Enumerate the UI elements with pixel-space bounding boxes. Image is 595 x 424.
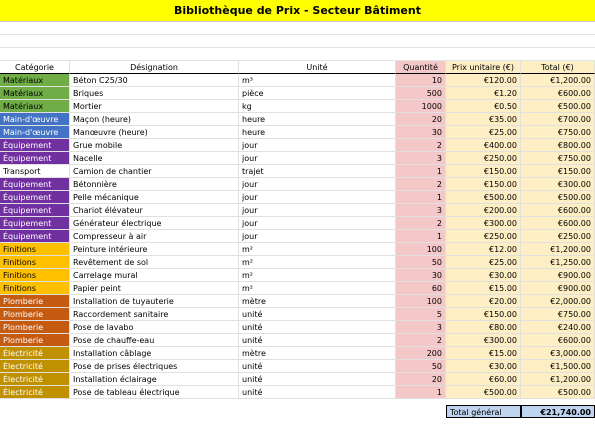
quantity-cell[interactable]: 10 bbox=[396, 74, 446, 87]
total-cell[interactable]: €500.00 bbox=[521, 100, 595, 113]
quantity-cell[interactable]: 30 bbox=[396, 126, 446, 139]
unit-cell[interactable]: mètre bbox=[239, 347, 396, 360]
unit-cell[interactable]: unité bbox=[239, 360, 396, 373]
unit-price-cell[interactable]: €120.00 bbox=[446, 74, 521, 87]
unit-price-cell[interactable]: €400.00 bbox=[446, 139, 521, 152]
table-row bbox=[0, 87, 595, 100]
total-cell[interactable]: €240.00 bbox=[521, 321, 595, 334]
header-designation[interactable]: Désignation bbox=[70, 61, 239, 74]
designation-cell[interactable]: Raccordement sanitaire bbox=[70, 308, 239, 321]
unit-cell[interactable]: jour bbox=[239, 230, 396, 243]
total-cell[interactable]: €600.00 bbox=[521, 217, 595, 230]
table-row bbox=[0, 321, 595, 334]
designation-cell[interactable]: Compresseur à air bbox=[70, 230, 239, 243]
total-cell[interactable]: €500.00 bbox=[521, 191, 595, 204]
quantity-cell[interactable]: 2 bbox=[396, 178, 446, 191]
unit-cell[interactable]: m³ bbox=[239, 74, 396, 87]
designation-cell[interactable]: Mortier bbox=[70, 100, 239, 113]
quantity-cell[interactable]: 30 bbox=[396, 269, 446, 282]
category-cell[interactable]: Plomberie bbox=[0, 295, 70, 308]
quantity-cell[interactable]: 2 bbox=[396, 217, 446, 230]
table-row bbox=[0, 386, 595, 399]
total-cell[interactable]: €1,200.00 bbox=[521, 74, 595, 87]
quantity-cell[interactable]: 1 bbox=[396, 230, 446, 243]
quantity-cell[interactable]: 2 bbox=[396, 334, 446, 347]
category-cell[interactable]: Main-d'œuvre bbox=[0, 126, 70, 139]
table-row bbox=[0, 282, 595, 295]
unit-price-cell[interactable]: €30.00 bbox=[446, 360, 521, 373]
unit-cell[interactable]: m² bbox=[239, 256, 396, 269]
total-general-label[interactable]: Total général bbox=[446, 405, 521, 418]
header-unite[interactable]: Unité bbox=[239, 61, 396, 74]
unit-price-cell[interactable]: €250.00 bbox=[446, 152, 521, 165]
total-cell[interactable]: €250.00 bbox=[521, 230, 595, 243]
table-row bbox=[0, 178, 595, 191]
category-cell[interactable]: Finitions bbox=[0, 243, 70, 256]
table-row bbox=[0, 165, 595, 178]
category-cell[interactable]: Équipement bbox=[0, 217, 70, 230]
header-quantite[interactable]: Quantité bbox=[396, 61, 446, 74]
quantity-cell[interactable]: 3 bbox=[396, 152, 446, 165]
unit-price-cell[interactable]: €15.00 bbox=[446, 347, 521, 360]
unit-price-cell[interactable]: €150.00 bbox=[446, 178, 521, 191]
header-categorie[interactable]: Catégorie bbox=[0, 61, 70, 74]
unit-cell[interactable]: jour bbox=[239, 152, 396, 165]
category-cell[interactable]: Électricité bbox=[0, 386, 70, 399]
unit-cell[interactable]: heure bbox=[239, 126, 396, 139]
designation-cell[interactable]: Pose de tableau électrique bbox=[70, 386, 239, 399]
designation-cell[interactable]: Revêtement de sol bbox=[70, 256, 239, 269]
sheet-title: Bibliothèque de Prix - Secteur Bâtiment bbox=[0, 0, 595, 22]
table-row bbox=[0, 334, 595, 347]
designation-cell[interactable]: Pelle mécanique bbox=[70, 191, 239, 204]
unit-price-cell[interactable]: €150.00 bbox=[446, 165, 521, 178]
unit-price-cell[interactable]: €15.00 bbox=[446, 282, 521, 295]
designation-cell[interactable]: Installation câblage bbox=[70, 347, 239, 360]
unit-cell[interactable]: jour bbox=[239, 217, 396, 230]
table-row bbox=[0, 217, 595, 230]
total-cell[interactable]: €800.00 bbox=[521, 139, 595, 152]
category-cell[interactable]: Transport bbox=[0, 165, 70, 178]
table-row bbox=[0, 100, 595, 113]
unit-cell[interactable]: unité bbox=[239, 321, 396, 334]
quantity-cell[interactable]: 60 bbox=[396, 282, 446, 295]
unit-cell[interactable]: unité bbox=[239, 308, 396, 321]
category-cell[interactable]: Électricité bbox=[0, 360, 70, 373]
total-cell[interactable]: €300.00 bbox=[521, 178, 595, 191]
quantity-cell[interactable]: 100 bbox=[396, 295, 446, 308]
category-cell[interactable]: Matériaux bbox=[0, 87, 70, 100]
total-cell[interactable]: €2,000.00 bbox=[521, 295, 595, 308]
unit-cell[interactable]: jour bbox=[239, 139, 396, 152]
quantity-cell[interactable]: 20 bbox=[396, 113, 446, 126]
category-cell[interactable]: Plomberie bbox=[0, 308, 70, 321]
designation-cell[interactable]: Installation éclairage bbox=[70, 373, 239, 386]
designation-cell[interactable]: Carrelage mural bbox=[70, 269, 239, 282]
total-cell[interactable]: €750.00 bbox=[521, 152, 595, 165]
designation-cell[interactable]: Maçon (heure) bbox=[70, 113, 239, 126]
total-general-value[interactable]: €21,740.00 bbox=[521, 405, 595, 418]
designation-cell[interactable]: Pose de chauffe-eau bbox=[70, 334, 239, 347]
unit-cell[interactable]: unité bbox=[239, 386, 396, 399]
category-cell[interactable]: Équipement bbox=[0, 178, 70, 191]
category-cell[interactable]: Électricité bbox=[0, 347, 70, 360]
unit-price-cell[interactable]: €20.00 bbox=[446, 295, 521, 308]
empty-row[interactable] bbox=[0, 35, 595, 48]
total-cell[interactable]: €750.00 bbox=[521, 308, 595, 321]
category-cell[interactable]: Main-d'œuvre bbox=[0, 113, 70, 126]
total-cell[interactable]: €1,200.00 bbox=[521, 373, 595, 386]
table-row bbox=[0, 230, 595, 243]
category-cell[interactable]: Électricité bbox=[0, 373, 70, 386]
unit-price-cell[interactable]: €150.00 bbox=[446, 308, 521, 321]
total-cell[interactable]: €1,250.00 bbox=[521, 256, 595, 269]
unit-price-cell[interactable]: €200.00 bbox=[446, 204, 521, 217]
category-cell[interactable]: Matériaux bbox=[0, 100, 70, 113]
category-cell[interactable]: Finitions bbox=[0, 269, 70, 282]
unit-cell[interactable]: kg bbox=[239, 100, 396, 113]
unit-cell[interactable]: m² bbox=[239, 282, 396, 295]
empty-row[interactable] bbox=[0, 22, 595, 35]
unit-cell[interactable]: mètre bbox=[239, 295, 396, 308]
designation-cell[interactable]: Pose de lavabo bbox=[70, 321, 239, 334]
quantity-cell[interactable]: 1 bbox=[396, 165, 446, 178]
quantity-cell[interactable]: 50 bbox=[396, 256, 446, 269]
table-row bbox=[0, 360, 595, 373]
table-row bbox=[0, 243, 595, 256]
unit-price-cell[interactable]: €25.00 bbox=[446, 126, 521, 139]
total-cell[interactable]: €600.00 bbox=[521, 334, 595, 347]
quantity-cell[interactable]: 20 bbox=[396, 373, 446, 386]
designation-cell[interactable]: Chariot élévateur bbox=[70, 204, 239, 217]
quantity-cell[interactable]: 3 bbox=[396, 204, 446, 217]
unit-price-cell[interactable]: €80.00 bbox=[446, 321, 521, 334]
table-row bbox=[0, 113, 595, 126]
unit-price-cell[interactable]: €300.00 bbox=[446, 334, 521, 347]
category-cell[interactable]: Équipement bbox=[0, 204, 70, 217]
designation-cell[interactable]: Camion de chantier bbox=[70, 165, 239, 178]
quantity-cell[interactable]: 100 bbox=[396, 243, 446, 256]
designation-cell[interactable]: Peinture intérieure bbox=[70, 243, 239, 256]
total-cell[interactable]: €1,500.00 bbox=[521, 360, 595, 373]
category-cell[interactable]: Équipement bbox=[0, 139, 70, 152]
table-row bbox=[0, 204, 595, 217]
category-cell[interactable]: Plomberie bbox=[0, 334, 70, 347]
table-row bbox=[0, 152, 595, 165]
unit-price-cell[interactable]: €25.00 bbox=[446, 256, 521, 269]
designation-cell[interactable]: Bétonnière bbox=[70, 178, 239, 191]
designation-cell[interactable]: Pose de prises électriques bbox=[70, 360, 239, 373]
table-row bbox=[0, 373, 595, 386]
unit-cell[interactable]: jour bbox=[239, 178, 396, 191]
unit-price-cell[interactable]: €0.50 bbox=[446, 100, 521, 113]
unit-cell[interactable]: jour bbox=[239, 204, 396, 217]
designation-cell[interactable]: Grue mobile bbox=[70, 139, 239, 152]
quantity-cell[interactable]: 3 bbox=[396, 321, 446, 334]
unit-price-cell[interactable]: €300.00 bbox=[446, 217, 521, 230]
unit-cell[interactable]: m² bbox=[239, 243, 396, 256]
total-cell[interactable]: €600.00 bbox=[521, 87, 595, 100]
unit-cell[interactable]: jour bbox=[239, 191, 396, 204]
table-row bbox=[0, 308, 595, 321]
quantity-cell[interactable]: 2 bbox=[396, 139, 446, 152]
quantity-cell[interactable]: 5 bbox=[396, 308, 446, 321]
unit-price-cell[interactable]: €35.00 bbox=[446, 113, 521, 126]
designation-cell[interactable]: Manœuvre (heure) bbox=[70, 126, 239, 139]
table-row bbox=[0, 74, 595, 87]
category-cell[interactable]: Plomberie bbox=[0, 321, 70, 334]
unit-cell[interactable]: heure bbox=[239, 113, 396, 126]
unit-cell[interactable]: m² bbox=[239, 269, 396, 282]
unit-price-cell[interactable]: €30.00 bbox=[446, 269, 521, 282]
table-row bbox=[0, 295, 595, 308]
category-cell[interactable]: Finitions bbox=[0, 282, 70, 295]
quantity-cell[interactable]: 1 bbox=[396, 386, 446, 399]
table-row bbox=[0, 126, 595, 139]
table-row bbox=[0, 269, 595, 282]
quantity-cell[interactable]: 1 bbox=[396, 191, 446, 204]
designation-cell[interactable]: Générateur électrique bbox=[70, 217, 239, 230]
total-cell[interactable]: €600.00 bbox=[521, 204, 595, 217]
quantity-cell[interactable]: 50 bbox=[396, 360, 446, 373]
total-cell[interactable]: €700.00 bbox=[521, 113, 595, 126]
category-cell[interactable]: Matériaux bbox=[0, 74, 70, 87]
total-cell[interactable]: €500.00 bbox=[521, 386, 595, 399]
unit-price-cell[interactable]: €1.20 bbox=[446, 87, 521, 100]
unit-price-cell[interactable]: €12.00 bbox=[446, 243, 521, 256]
unit-cell[interactable]: unité bbox=[239, 373, 396, 386]
table-header-row bbox=[0, 61, 595, 74]
table-row bbox=[0, 191, 595, 204]
unit-price-cell[interactable]: €500.00 bbox=[446, 386, 521, 399]
quantity-cell[interactable]: 1000 bbox=[396, 100, 446, 113]
category-cell[interactable]: Équipement bbox=[0, 191, 70, 204]
unit-price-cell[interactable]: €250.00 bbox=[446, 230, 521, 243]
unit-cell[interactable]: unité bbox=[239, 334, 396, 347]
unit-price-cell[interactable]: €500.00 bbox=[446, 191, 521, 204]
total-cell[interactable]: €900.00 bbox=[521, 269, 595, 282]
designation-cell[interactable]: Installation de tuyauterie bbox=[70, 295, 239, 308]
designation-cell[interactable]: Nacelle bbox=[70, 152, 239, 165]
table-row bbox=[0, 347, 595, 360]
unit-cell[interactable]: trajet bbox=[239, 165, 396, 178]
designation-cell[interactable]: Briques bbox=[70, 87, 239, 100]
category-cell[interactable]: Équipement bbox=[0, 152, 70, 165]
designation-cell[interactable]: Béton C25/30 bbox=[70, 74, 239, 87]
quantity-cell[interactable]: 200 bbox=[396, 347, 446, 360]
unit-cell[interactable]: pièce bbox=[239, 87, 396, 100]
empty-row[interactable] bbox=[0, 48, 595, 61]
total-cell[interactable]: €150.00 bbox=[521, 165, 595, 178]
total-cell[interactable]: €750.00 bbox=[521, 126, 595, 139]
category-cell[interactable]: Finitions bbox=[0, 256, 70, 269]
table-row bbox=[0, 256, 595, 269]
total-cell[interactable]: €3,000.00 bbox=[521, 347, 595, 360]
unit-price-cell[interactable]: €60.00 bbox=[446, 373, 521, 386]
quantity-cell[interactable]: 500 bbox=[396, 87, 446, 100]
table-row bbox=[0, 139, 595, 152]
designation-cell[interactable]: Papier peint bbox=[70, 282, 239, 295]
category-cell[interactable]: Équipement bbox=[0, 230, 70, 243]
total-cell[interactable]: €1,200.00 bbox=[521, 243, 595, 256]
header-prix-unitaire[interactable]: Prix unitaire (€) bbox=[446, 61, 521, 74]
total-cell[interactable]: €900.00 bbox=[521, 282, 595, 295]
header-total[interactable]: Total (€) bbox=[521, 61, 595, 74]
